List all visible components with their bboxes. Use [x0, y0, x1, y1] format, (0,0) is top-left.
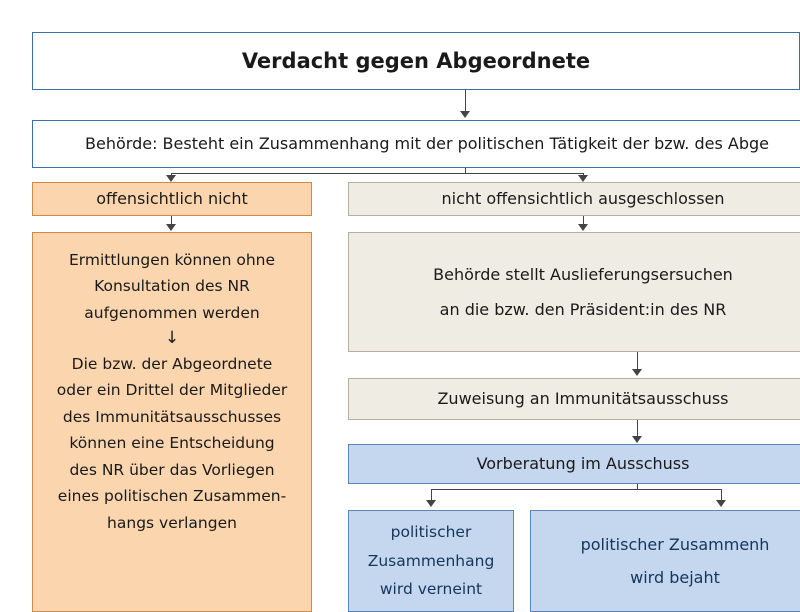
connector-split-horizontal	[171, 173, 584, 174]
outcome-yes-line-1: politischer Zusammenh	[580, 534, 770, 554]
left-detail-line-11: hangs verlangen	[107, 513, 237, 532]
branch-right-text: nicht offensichtlich ausgeschlossen	[441, 189, 725, 209]
outcome-yes-box	[530, 510, 800, 612]
left-detail-line-9: des NR über das Vorliegen	[69, 460, 275, 479]
left-detail-down-arrow-icon: ↓	[164, 328, 180, 349]
outcome-no-line-1: politischer	[390, 523, 472, 542]
request-line-2: an die bzw. den Präsident:in des NR	[439, 300, 727, 319]
arrowhead-left-detail	[166, 224, 176, 231]
arrowhead-branch-right	[578, 175, 588, 182]
arrowhead-right-request	[578, 224, 588, 231]
left-detail-line-2: Konsultation des NR	[94, 277, 250, 296]
left-detail-line-5: Die bzw. der Abgeordnete	[71, 354, 273, 373]
title-text: Verdacht gegen Abgeordnete	[241, 48, 591, 73]
assignment-box	[348, 378, 800, 420]
question-text: Behörde: Besteht ein Zusammenhang mit der politischen Tätigkeit der bzw. des Abge	[85, 134, 769, 154]
connector-request-assign	[637, 352, 638, 370]
connector-assign-pre	[637, 420, 638, 436]
left-detail-line-3: aufgenommen werden	[84, 303, 260, 322]
left-detail-line-7: des Immunitätsausschusses	[62, 407, 282, 426]
request-lines	[357, 257, 800, 327]
arrowhead-assign-pre	[632, 436, 642, 443]
assignment-text: Zuweisung an Immunitätsausschuss	[437, 389, 729, 409]
arrowhead-title-question	[460, 111, 470, 118]
arrowhead-request-assign	[632, 369, 642, 376]
arrowhead-branch-left	[166, 175, 176, 182]
arrowhead-outcome-no	[426, 500, 436, 507]
left-detail-line-1: Ermittlungen können ohne	[68, 251, 276, 269]
request-line-1: Behörde stellt Auslieferungsersuchen	[433, 264, 733, 284]
branch-right-label	[348, 182, 800, 216]
branch-left-label	[32, 182, 312, 216]
question-box	[32, 120, 800, 168]
arrowhead-outcome-yes	[716, 500, 726, 507]
left-detail-lines	[41, 247, 303, 536]
pre-deliberation-box	[348, 444, 800, 484]
outcome-no-box	[348, 510, 514, 612]
outcome-no-line-3: wird verneint	[379, 580, 483, 599]
connector-title-question	[465, 90, 466, 112]
pre-deliberation-text: Vorberatung im Ausschuss	[476, 454, 690, 474]
left-detail-line-10: eines politischen Zusammen-	[57, 487, 287, 506]
branch-left-text: offensichtlich nicht	[96, 189, 248, 209]
title-box	[32, 32, 800, 90]
connector-outcome-horizontal	[431, 489, 721, 490]
outcome-no-lines	[357, 518, 505, 603]
left-detail-line-8: können eine Entscheidung	[69, 434, 275, 453]
outcome-yes-line-2: wird bejaht	[630, 568, 720, 587]
left-detail-box	[32, 232, 312, 612]
outcome-yes-lines	[539, 528, 800, 594]
left-detail-line-6: oder ein Drittel der Mitglieder	[56, 381, 288, 400]
outcome-no-line-2: Zusammenhang	[367, 551, 495, 570]
request-box	[348, 232, 800, 352]
